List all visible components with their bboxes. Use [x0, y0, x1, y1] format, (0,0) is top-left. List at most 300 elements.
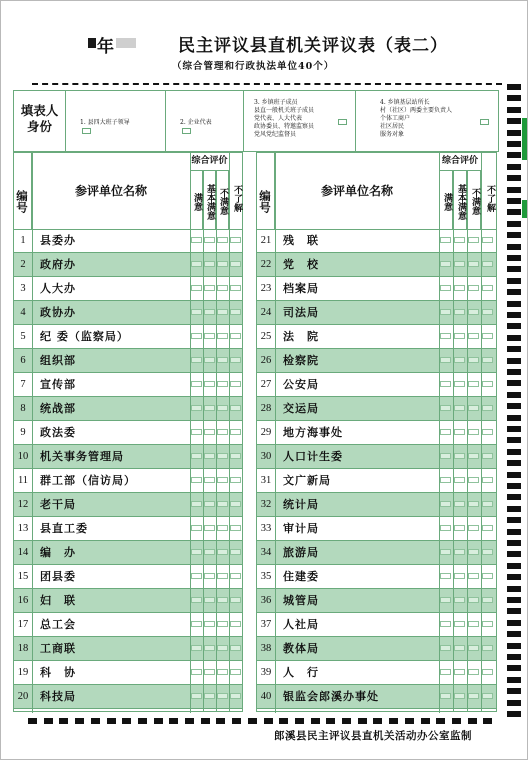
timing-mark: [507, 266, 521, 272]
rating-checkbox[interactable]: [482, 333, 493, 339]
rating-checkbox[interactable]: [454, 381, 465, 387]
timing-mark: [507, 437, 521, 443]
identity-option-leader[interactable]: [66, 91, 166, 151]
timing-mark: [507, 574, 521, 580]
rating-checkbox[interactable]: [482, 693, 493, 699]
rating-checkbox[interactable]: [454, 405, 465, 411]
rating-checkbox[interactable]: [204, 525, 215, 531]
rating-checkbox[interactable]: [217, 285, 228, 291]
rating-checkbox[interactable]: [440, 549, 451, 555]
rating-column-header: 不了解: [485, 184, 495, 212]
rating-checkbox[interactable]: [468, 429, 479, 435]
rating-checkbox[interactable]: [191, 597, 202, 603]
rating-checkbox[interactable]: [204, 621, 215, 627]
rating-checkbox[interactable]: [217, 261, 228, 267]
rating-checkbox[interactable]: [204, 237, 215, 243]
rating-checkbox[interactable]: [204, 477, 215, 483]
identity-label: 填表人 身份: [14, 91, 66, 151]
rating-checkbox[interactable]: [217, 309, 228, 315]
checkbox[interactable]: [82, 128, 91, 134]
timing-mark: [507, 278, 521, 284]
rating-checkbox[interactable]: [440, 645, 451, 651]
rating-checkbox[interactable]: [191, 381, 202, 387]
rating-checkbox[interactable]: [204, 261, 215, 267]
number-header: 编号: [14, 153, 32, 229]
rating-checkbox[interactable]: [204, 381, 215, 387]
rating-checkbox[interactable]: [230, 285, 241, 291]
checkbox[interactable]: [338, 119, 347, 125]
rating-checkbox[interactable]: [440, 285, 451, 291]
identity-option-enterprise[interactable]: [166, 91, 244, 151]
row-number: 30: [257, 445, 276, 468]
unit-name: 统计局: [283, 498, 319, 511]
row-number: 32: [257, 493, 276, 516]
rating-checkbox[interactable]: [230, 621, 241, 627]
rating-checkbox[interactable]: [454, 573, 465, 579]
timing-mark: [507, 551, 521, 557]
rating-checkbox[interactable]: [191, 285, 202, 291]
rating-checkbox[interactable]: [468, 309, 479, 315]
rating-checkbox[interactable]: [217, 621, 228, 627]
rating-checkbox[interactable]: [217, 453, 228, 459]
rating-checkbox[interactable]: [482, 573, 493, 579]
row-number: 10: [14, 445, 33, 468]
row-number: 39: [257, 661, 276, 684]
row-number: 11: [14, 469, 33, 492]
unit-name: 宣传部: [40, 378, 76, 391]
rating-checkbox[interactable]: [217, 381, 228, 387]
row-number: 5: [14, 325, 33, 348]
rating-checkbox[interactable]: [230, 429, 241, 435]
row-number: 9: [14, 421, 33, 444]
rating-checkbox[interactable]: [468, 501, 479, 507]
rating-checkbox[interactable]: [191, 237, 202, 243]
row-number: 34: [257, 541, 276, 564]
checkbox[interactable]: [480, 119, 489, 125]
rating-column-header: 满意: [439, 170, 453, 229]
rating-checkbox[interactable]: [454, 621, 465, 627]
table-row: [14, 565, 242, 589]
rating-checkbox[interactable]: [440, 525, 451, 531]
rating-checkbox[interactable]: [468, 381, 479, 387]
row-number: 14: [14, 541, 33, 564]
checkbox[interactable]: [182, 128, 191, 134]
rating-checkbox[interactable]: [440, 669, 451, 675]
timing-mark: [507, 107, 521, 113]
rating-checkbox[interactable]: [482, 501, 493, 507]
row-number: 35: [257, 565, 276, 588]
rating-checkbox[interactable]: [191, 357, 202, 363]
timing-mark: [59, 718, 68, 724]
rating-checkbox[interactable]: [468, 549, 479, 555]
rating-column-header: 基本满意: [453, 170, 467, 229]
rating-checkbox[interactable]: [468, 597, 479, 603]
rating-checkbox[interactable]: [440, 501, 451, 507]
row-number: 20: [14, 685, 33, 708]
rating-checkbox[interactable]: [440, 261, 451, 267]
identity-option-text: 党风党纪监督员: [254, 131, 297, 138]
rating-checkbox[interactable]: [440, 429, 451, 435]
timing-mark: [507, 301, 521, 307]
rating-checkbox[interactable]: [204, 357, 215, 363]
rating-checkbox[interactable]: [482, 261, 493, 267]
table-row: [257, 661, 496, 685]
rating-checkbox[interactable]: [230, 501, 241, 507]
rating-checkbox[interactable]: [191, 525, 202, 531]
unit-name: 地方海事处: [283, 426, 343, 439]
rating-checkbox[interactable]: [482, 477, 493, 483]
timing-mark: [405, 718, 414, 724]
timing-mark: [507, 483, 521, 489]
table-row: [257, 277, 496, 301]
timing-mark: [232, 718, 241, 724]
timing-mark: [507, 380, 521, 386]
rating-checkbox[interactable]: [454, 501, 465, 507]
rating-checkbox[interactable]: [204, 669, 215, 675]
table-row: [14, 493, 242, 517]
unit-name: 检察院: [283, 354, 319, 367]
timing-mark: [507, 244, 521, 250]
timing-mark: [507, 517, 521, 523]
timing-mark: [507, 665, 521, 671]
timing-mark: [507, 392, 521, 398]
timing-mark: [507, 506, 521, 512]
table-row: [14, 373, 242, 397]
rating-checkbox[interactable]: [191, 453, 202, 459]
column-divider: [229, 153, 230, 711]
rating-checkbox[interactable]: [454, 693, 465, 699]
timing-mark: [507, 130, 521, 136]
row-number: 28: [257, 397, 276, 420]
rating-checkbox[interactable]: [191, 693, 202, 699]
rating-checkbox[interactable]: [217, 357, 228, 363]
rating-checkbox[interactable]: [482, 669, 493, 675]
rating-checkbox[interactable]: [440, 333, 451, 339]
timing-mark: [507, 426, 521, 432]
rating-checkbox[interactable]: [468, 357, 479, 363]
timing-mark: [342, 718, 351, 724]
table-row: [257, 469, 496, 493]
timing-mark: [326, 718, 335, 724]
rating-checkbox[interactable]: [482, 549, 493, 555]
rating-checkbox[interactable]: [482, 621, 493, 627]
edge-green-mark: [522, 200, 527, 218]
rating-checkbox[interactable]: [217, 429, 228, 435]
rating-checkbox[interactable]: [454, 477, 465, 483]
unit-name: 县直工委: [40, 522, 88, 535]
timing-mark: [358, 718, 367, 724]
timing-mark: [507, 415, 521, 421]
rating-checkbox[interactable]: [204, 309, 215, 315]
rating-checkbox[interactable]: [468, 285, 479, 291]
timing-mark: [169, 718, 178, 724]
table-row: [257, 445, 496, 469]
row-number: 3: [14, 277, 33, 300]
rating-checkbox[interactable]: [230, 573, 241, 579]
row-number: 26: [257, 349, 276, 372]
row-number: 31: [257, 469, 276, 492]
rating-checkbox[interactable]: [230, 669, 241, 675]
rating-checkbox[interactable]: [482, 381, 493, 387]
rating-checkbox[interactable]: [482, 357, 493, 363]
table-row: [14, 349, 242, 373]
rating-checkbox[interactable]: [454, 285, 465, 291]
identity-option-text: 社区居民: [380, 123, 405, 130]
rating-checkbox[interactable]: [191, 669, 202, 675]
rating-checkbox[interactable]: [217, 693, 228, 699]
table-row: [14, 589, 242, 613]
rating-checkbox[interactable]: [440, 573, 451, 579]
rating-checkbox[interactable]: [217, 405, 228, 411]
rating-checkbox[interactable]: [217, 645, 228, 651]
rating-checkbox[interactable]: [204, 453, 215, 459]
rating-checkbox[interactable]: [440, 453, 451, 459]
rating-checkbox[interactable]: [230, 381, 241, 387]
unit-name: 党 校: [283, 258, 319, 271]
rating-checkbox[interactable]: [482, 525, 493, 531]
rating-checkbox[interactable]: [230, 525, 241, 531]
unit-name: 组织部: [40, 354, 76, 367]
timing-mark: [44, 718, 53, 724]
timing-mark: [507, 187, 521, 193]
rating-checkbox[interactable]: [191, 261, 202, 267]
unit-name: 公安局: [283, 378, 319, 391]
rating-checkbox[interactable]: [230, 357, 241, 363]
timing-mark: [507, 232, 521, 238]
row-number: 16: [14, 589, 33, 612]
rating-checkbox[interactable]: [454, 309, 465, 315]
timing-mark: [507, 312, 521, 318]
column-divider: [190, 153, 191, 713]
respondent-identity-section: [13, 90, 499, 152]
table-row: [257, 373, 496, 397]
rating-checkbox[interactable]: [230, 645, 241, 651]
rating-checkbox[interactable]: [440, 621, 451, 627]
column-divider: [439, 153, 440, 713]
unit-name: 银监会郎溪办事处: [283, 690, 379, 703]
rating-checkbox[interactable]: [217, 333, 228, 339]
rating-checkbox[interactable]: [468, 693, 479, 699]
rating-checkbox[interactable]: [230, 261, 241, 267]
rating-checkbox[interactable]: [468, 573, 479, 579]
rating-checkbox[interactable]: [230, 333, 241, 339]
column-divider: [32, 153, 33, 713]
rating-checkbox[interactable]: [468, 405, 479, 411]
rating-checkbox[interactable]: [217, 477, 228, 483]
timing-mark: [507, 221, 521, 227]
table-row: [257, 685, 496, 709]
rating-checkbox[interactable]: [482, 453, 493, 459]
rating-checkbox[interactable]: [230, 453, 241, 459]
rating-checkbox[interactable]: [482, 237, 493, 243]
row-number: 4: [14, 301, 33, 324]
rating-checkbox[interactable]: [454, 645, 465, 651]
timing-mark: [75, 718, 84, 724]
unit-name: 司法局: [283, 306, 319, 319]
rating-checkbox[interactable]: [230, 237, 241, 243]
rating-checkbox[interactable]: [217, 525, 228, 531]
evaluation-group-header: 综合评价: [190, 153, 229, 171]
rating-checkbox[interactable]: [482, 597, 493, 603]
rating-checkbox[interactable]: [440, 357, 451, 363]
rating-checkbox[interactable]: [482, 285, 493, 291]
table-row: [257, 541, 496, 565]
rating-checkbox[interactable]: [191, 405, 202, 411]
unit-name: 政协办: [40, 306, 76, 319]
rating-checkbox[interactable]: [468, 333, 479, 339]
rating-checkbox[interactable]: [482, 645, 493, 651]
unit-name: 人大办: [40, 282, 76, 295]
table-row: [257, 253, 496, 277]
table-row: [257, 349, 496, 373]
rating-checkbox[interactable]: [454, 669, 465, 675]
rating-checkbox[interactable]: [440, 237, 451, 243]
rating-checkbox[interactable]: [440, 597, 451, 603]
rating-checkbox[interactable]: [440, 309, 451, 315]
rating-checkbox[interactable]: [468, 477, 479, 483]
timing-mark: [507, 460, 521, 466]
rating-checkbox[interactable]: [191, 429, 202, 435]
rating-checkbox[interactable]: [468, 525, 479, 531]
evaluation-group-header: 综合评价: [439, 153, 481, 171]
rating-checkbox[interactable]: [191, 501, 202, 507]
rating-checkbox[interactable]: [468, 261, 479, 267]
rating-checkbox[interactable]: [454, 237, 465, 243]
rating-checkbox[interactable]: [204, 573, 215, 579]
rating-checkbox[interactable]: [454, 597, 465, 603]
rating-checkbox[interactable]: [217, 501, 228, 507]
rating-checkbox[interactable]: [454, 261, 465, 267]
rating-checkbox[interactable]: [191, 573, 202, 579]
rating-checkbox[interactable]: [204, 549, 215, 555]
timing-mark: [507, 95, 521, 101]
column-divider: [216, 170, 217, 711]
timing-mark: [264, 718, 273, 724]
rating-column-header: 不了解: [232, 184, 242, 212]
rating-checkbox[interactable]: [191, 309, 202, 315]
unit-name: 群工部（信访局）: [40, 474, 136, 487]
identity-option-officials[interactable]: [244, 91, 356, 151]
timing-mark: [154, 718, 163, 724]
timing-mark: [507, 620, 521, 626]
rating-checkbox[interactable]: [482, 429, 493, 435]
rating-checkbox[interactable]: [482, 405, 493, 411]
rating-checkbox[interactable]: [468, 669, 479, 675]
table-row: [14, 517, 242, 541]
rating-checkbox[interactable]: [230, 597, 241, 603]
timing-mark: [507, 529, 521, 535]
rating-checkbox[interactable]: [454, 333, 465, 339]
rating-checkbox[interactable]: [204, 501, 215, 507]
table-row: [257, 229, 496, 253]
rating-checkbox[interactable]: [204, 429, 215, 435]
timing-mark: [311, 718, 320, 724]
rating-checkbox[interactable]: [230, 549, 241, 555]
table-row: [257, 589, 496, 613]
unit-name: 工商联: [40, 642, 76, 655]
rating-checkbox[interactable]: [217, 237, 228, 243]
rating-checkbox[interactable]: [230, 477, 241, 483]
rating-checkbox[interactable]: [440, 381, 451, 387]
timing-mark: [507, 494, 521, 500]
timing-mark: [507, 369, 521, 375]
rating-checkbox[interactable]: [217, 573, 228, 579]
unit-name: 旅游局: [283, 546, 319, 559]
rating-checkbox[interactable]: [204, 597, 215, 603]
unit-name: 教体局: [283, 642, 319, 655]
timing-mark: [107, 718, 116, 724]
rating-checkbox[interactable]: [468, 621, 479, 627]
rating-checkbox[interactable]: [204, 333, 215, 339]
timing-mark: [248, 718, 257, 724]
rating-checkbox[interactable]: [204, 285, 215, 291]
rating-checkbox[interactable]: [454, 525, 465, 531]
rating-checkbox[interactable]: [482, 309, 493, 315]
unit-name: 交运局: [283, 402, 319, 415]
timing-mark: [507, 255, 521, 261]
unit-name: 人口计生委: [283, 450, 343, 463]
rating-checkbox[interactable]: [440, 477, 451, 483]
timing-mark: [507, 472, 521, 478]
rating-checkbox[interactable]: [191, 333, 202, 339]
identity-option-text: 村（社区）两委主要负责人: [380, 107, 453, 114]
rating-checkbox[interactable]: [191, 621, 202, 627]
row-number: 21: [257, 229, 276, 252]
table-row: [14, 397, 242, 421]
rating-checkbox[interactable]: [230, 693, 241, 699]
rating-checkbox[interactable]: [454, 357, 465, 363]
row-number: 8: [14, 397, 33, 420]
rating-checkbox[interactable]: [217, 597, 228, 603]
rating-checkbox[interactable]: [204, 405, 215, 411]
unit-name: 团县委: [40, 570, 76, 583]
rating-checkbox[interactable]: [440, 693, 451, 699]
rating-checkbox[interactable]: [191, 645, 202, 651]
rating-checkbox[interactable]: [191, 477, 202, 483]
timing-mark: [507, 141, 521, 147]
identity-option-text: 党代表、人大代表: [254, 115, 303, 122]
identity-option-text: 4. 乡镇基层站所长: [380, 99, 430, 106]
rating-checkbox[interactable]: [217, 549, 228, 555]
rating-checkbox[interactable]: [440, 405, 451, 411]
rating-checkbox[interactable]: [468, 645, 479, 651]
timing-mark: [373, 718, 382, 724]
rating-checkbox[interactable]: [454, 549, 465, 555]
form-title: 民主评议县直机关评议表（表二）: [178, 36, 448, 56]
rating-checkbox[interactable]: [217, 669, 228, 675]
timing-mark: [201, 718, 210, 724]
rating-checkbox[interactable]: [468, 453, 479, 459]
identity-option-text: 3. 乡镇班子成员: [254, 99, 298, 106]
table-row: [14, 661, 242, 685]
identity-option-grassroots[interactable]: [356, 91, 498, 151]
rating-checkbox[interactable]: [204, 645, 215, 651]
unit-name: 老干局: [40, 498, 76, 511]
rating-checkbox[interactable]: [191, 549, 202, 555]
year-label: 年: [97, 37, 114, 57]
timing-mark: [507, 84, 521, 90]
rating-checkbox[interactable]: [468, 237, 479, 243]
rating-checkbox[interactable]: [230, 309, 241, 315]
rating-column-header: 不满意: [216, 170, 229, 229]
rating-checkbox[interactable]: [454, 429, 465, 435]
row-number: 25: [257, 325, 276, 348]
rating-checkbox[interactable]: [454, 453, 465, 459]
rating-checkbox[interactable]: [204, 693, 215, 699]
identity-option-text: 政协委员、特邀监察员: [254, 123, 315, 130]
table-row: [257, 517, 496, 541]
rating-checkbox[interactable]: [230, 405, 241, 411]
